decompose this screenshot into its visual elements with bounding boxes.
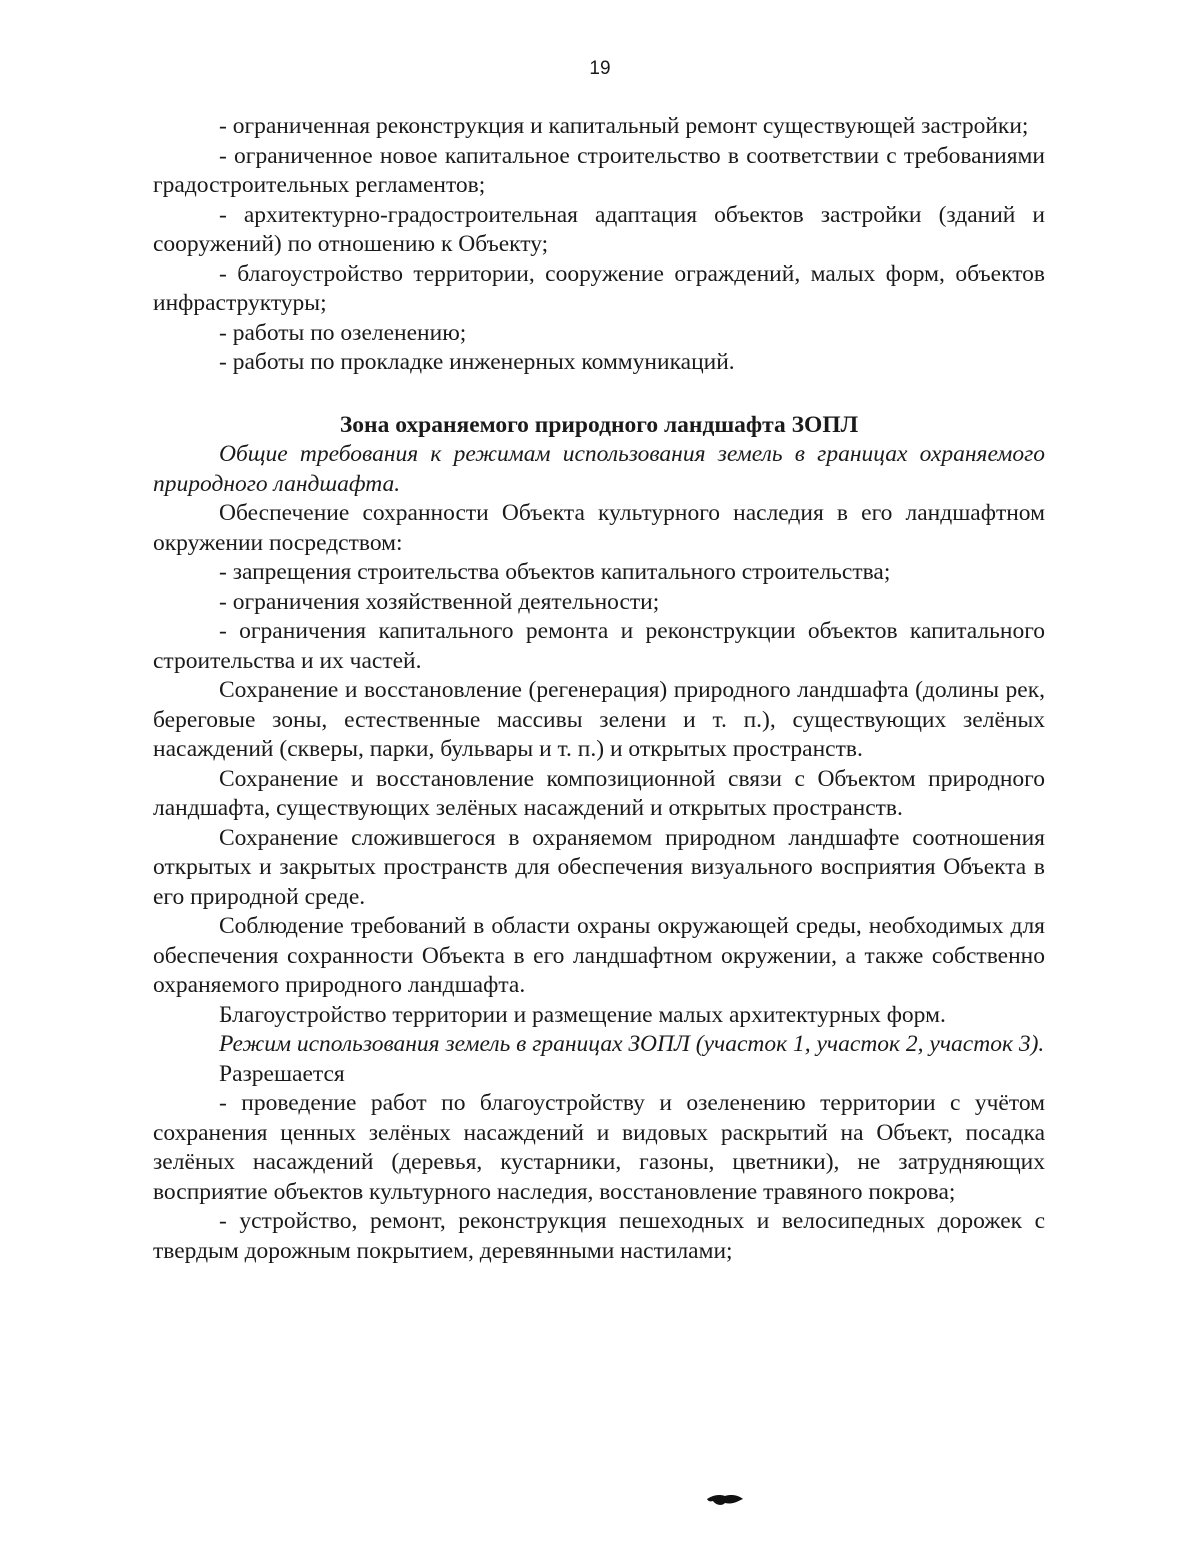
list-item: - запрещения строительства объектов капитального строительства; <box>219 559 891 585</box>
list-item: - ограниченное новое капитальное строительство в соответствии с требованиями градостроительных регламентов; <box>153 142 1045 198</box>
paragraph: Обеспечение сохранности Объекта культурного наследия в его ландшафтном окружении посредством: <box>153 500 1045 556</box>
list-item: - устройство, ремонт, реконструкция пешеходных и велосипедных дорожек с твердым дорожным покрытием, деревянными настилами; <box>153 1208 1045 1264</box>
paragraph: Сохранение и восстановление (регенерация) природного ландшафта (долины рек, береговые зоны, естественные массивы зелени и т. п.), существующих зелёных насаждений (скверы, парки, бульвары и т. п.) и открытых пространств. <box>153 677 1045 762</box>
general-requirements-subheading: Общие требования к режимам использования земель в границах охраняемого природного ландшафта. <box>153 441 1045 497</box>
list-item: - проведение работ по благоустройству и озеленению территории с учётом сохранения ценных зелёных насаждений и видовых раскрытий на Объект, посадка зелёных насаждений (деревья, кустарники, газоны, цветники), не затрудняющих восприятие объектов культурного наследия, восстановление травяного покрова; <box>153 1090 1045 1205</box>
list-item: - работы по прокладке инженерных коммуникаций. <box>219 349 735 375</box>
section-heading: Зона охраняемого природного ландшафта ЗОПЛ <box>339 411 859 438</box>
list-item: - ограниченная реконструкция и капитальный ремонт существующей застройки; <box>219 113 1029 139</box>
ink-blot-mark <box>705 1490 745 1510</box>
list-item: - ограничения хозяйственной деятельности; <box>219 588 660 615</box>
paragraph: Благоустройство территории и размещение малых архитектурных форм. <box>219 1001 946 1028</box>
page-number: 19 <box>589 58 611 79</box>
allowed-label: Разрешается <box>219 1060 345 1087</box>
list-item: - работы по озеленению; <box>219 319 467 346</box>
list-item: - благоустройство территории, сооружение ограждений, малых форм, объектов инфраструктуры; <box>153 260 1045 316</box>
document-body <box>153 112 1045 1266</box>
list-item: - архитектурно-градостроительная адаптация объектов застройки (зданий и сооружений) по отношению к Объекту; <box>153 201 1045 257</box>
regime-subheading: Режим использования земель в границах ЗОПЛ (участок 1, участок 2, участок 3). <box>219 1031 1045 1057</box>
paragraph: Соблюдение требований в области охраны окружающей среды, необходимых для обеспечения сохранности Объекта в его ландшафтном окружении, а также собственно охраняемого природного ландшафта. <box>153 913 1045 998</box>
paragraph: Сохранение и восстановление композиционной связи с Объектом природного ландшафта, существующих зелёных насаждений и открытых пространств. <box>153 765 1045 821</box>
list-item: - ограничения капитального ремонта и реконструкции объектов капитального строительства и их частей. <box>153 618 1045 674</box>
paragraph: Сохранение сложившегося в охраняемом природном ландшафте соотношения открытых и закрытых пространств для обеспечения визуального восприятия Объекта в его природной среде. <box>153 824 1045 910</box>
